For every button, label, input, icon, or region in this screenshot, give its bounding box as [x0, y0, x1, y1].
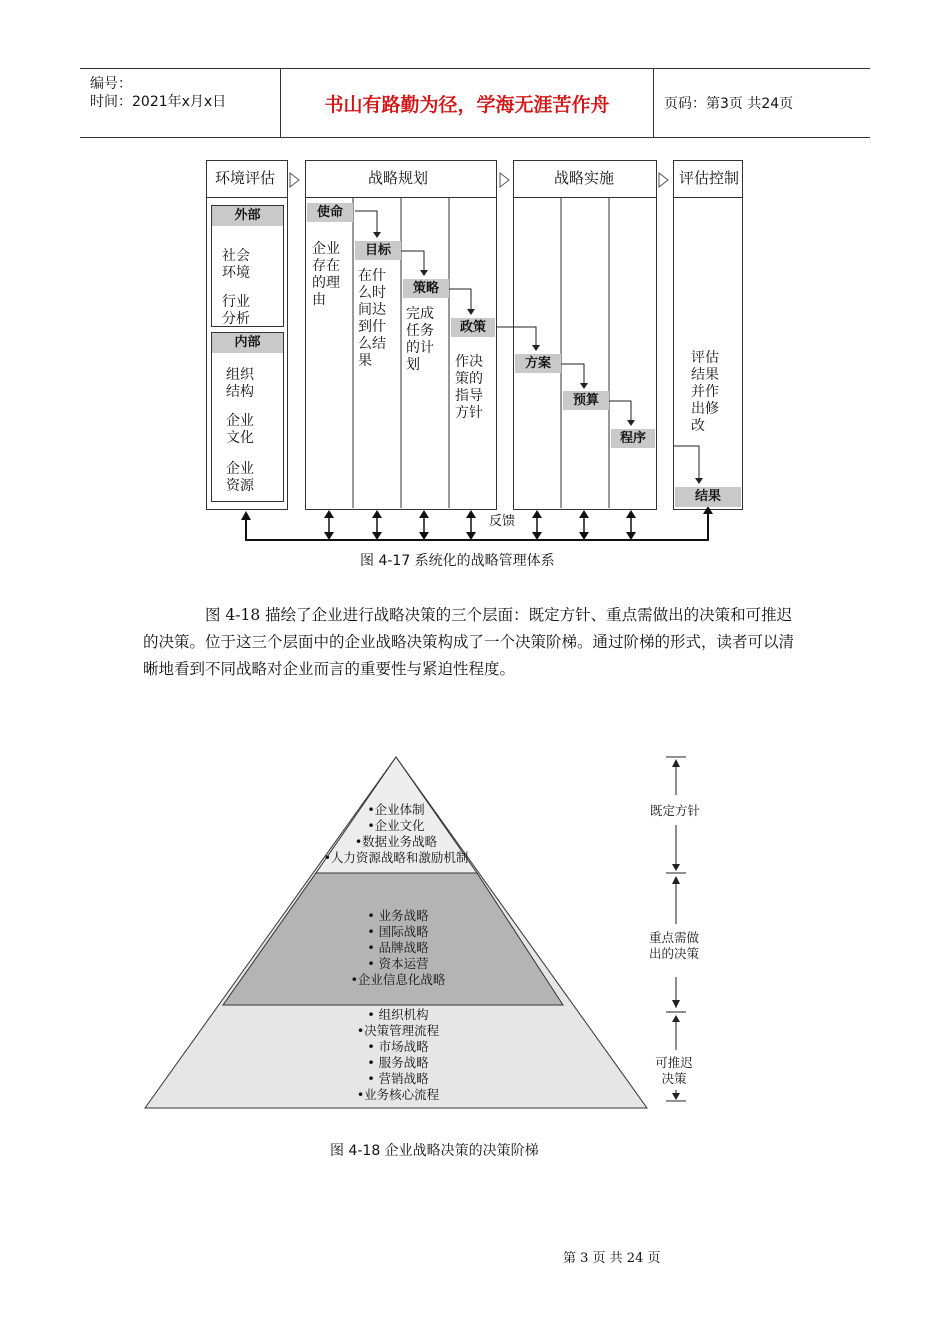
pyramid-middle-item: • 品牌战略 [367, 940, 429, 955]
header-motto: 书山有路勤为径，学海无涯苦作舟 [281, 69, 654, 137]
internal-title: 内部 [212, 333, 283, 353]
date-label: 时间：2021年x月x日 [90, 94, 227, 110]
figure-4-17-caption: 图 4-17 系统化的战略管理体系 [360, 553, 555, 569]
internal-item: 企业资源 [226, 461, 254, 494]
step-policy-title: 政策 [451, 318, 495, 337]
external-item: 行业分析 [222, 294, 250, 327]
pyramid-top-item: •人力资源战略和激励机制 [323, 850, 469, 865]
step-result-title: 结果 [675, 487, 741, 507]
step-goal-desc: 在什么时间达到什么结果 [358, 268, 386, 369]
pyramid-middle-list [300, 908, 496, 988]
env-header-label: 环境评估 [215, 169, 276, 187]
pyramid-middle-item: • 业务战略 [367, 908, 429, 923]
pyramid-bottom-item: •决策管理流程 [356, 1023, 440, 1038]
impl-header-label: 战略实施 [554, 169, 615, 187]
step-mission-title: 使命 [307, 203, 353, 222]
external-item: 社会环境 [222, 248, 250, 281]
plan-header-label: 战略规划 [368, 169, 429, 187]
internal-item: 组织结构 [226, 367, 254, 400]
pyramid-middle-item: • 资本运营 [367, 956, 429, 971]
pyramid-top-item: •企业文化 [367, 818, 425, 833]
step-policy-desc: 作决策的指导方针 [455, 354, 483, 421]
external-title: 外部 [212, 206, 283, 226]
pyramid-bottom-list [300, 1007, 496, 1103]
pyramid-bottom-item: • 组织机构 [367, 1007, 429, 1022]
pyramid-top-item: •数据业务战略 [354, 834, 438, 849]
step-procedure-title: 程序 [611, 429, 655, 448]
side-label: 既定方针 [649, 803, 700, 818]
pyramid-middle-item: •企业信息化战略 [350, 972, 446, 987]
feedback-label: 反馈 [489, 514, 516, 529]
pyramid-bottom-item: • 营销战略 [367, 1071, 429, 1086]
internal-item: 企业文化 [226, 413, 254, 446]
pyramid-top-item: •企业体制 [367, 802, 425, 817]
number-label: 编号： [90, 76, 132, 92]
figure-4-18-caption: 图 4-18 企业战略决策的决策阶梯 [330, 1143, 539, 1159]
step-mission-desc: 企业存在的理由 [312, 241, 340, 308]
pyramid-middle-item: • 国际战略 [367, 924, 429, 939]
pyramid-bottom-item: • 服务战略 [367, 1055, 429, 1070]
body-paragraph: 图 4-18 描绘了企业进行战略决策的三个层面：既定方针、重点需做出的决策和可推迟的决策。位于这三个层面中的企业战略决策构成了一个决策阶梯。通过阶梯的形式，读者可以清晰地看到不同战略对企业而言的重要性与紧迫性程度。 [143, 606, 795, 678]
pyramid-bottom-item: • 市场战略 [367, 1039, 429, 1054]
pyramid-bottom-item: •业务核心流程 [356, 1087, 440, 1102]
step-goal-title: 目标 [355, 241, 401, 260]
step-budget-title: 预算 [563, 391, 609, 410]
page-footer: 第 3 页 共 24 页 [563, 1251, 661, 1266]
eval-header-label: 评估控制 [679, 169, 740, 187]
pyramid-top-list [316, 802, 476, 866]
step-strategy-title: 策略 [403, 279, 449, 298]
header-page-label: 页码：第3页 共24页 [664, 96, 794, 112]
step-evaluate-desc: 评估结果并作出修改 [691, 350, 719, 434]
step-plan-title: 方案 [515, 354, 561, 373]
side-label: 重点需做出的决策 [648, 930, 699, 961]
step-strategy-desc: 完成任务的计划 [406, 306, 434, 373]
side-label: 可推迟决策 [655, 1055, 693, 1086]
